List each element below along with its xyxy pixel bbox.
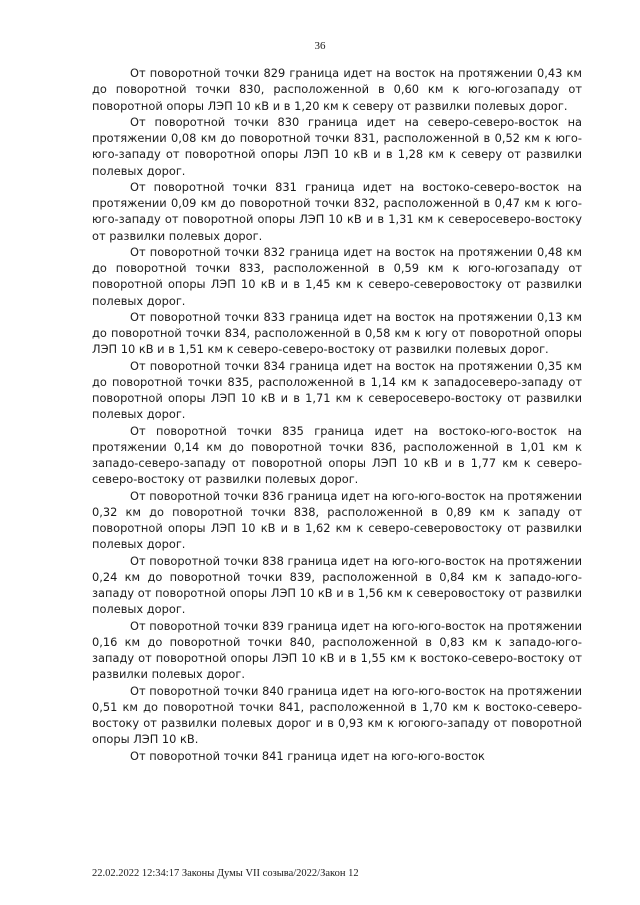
paragraph: От поворотной точки 832 граница идет на восток на протяжении 0,48 км до поворотной точки 833, расположенной в 0,59 км к юго-югозападу от поворотной опоры ЛЭП 10 кВ и в 1,45 км к северо-северовостоку от развилки полевых дорог. bbox=[92, 244, 582, 308]
page-number: 36 bbox=[314, 40, 326, 52]
paragraph: От поворотной точки 838 граница идет на юго-юго-восток на протяжении 0,24 км до поворотной точки 839, расположенной в 0,84 км к западо-юго-западу от поворотной опоры ЛЭП 10 кВ и в 1,56 км к северовостоку от развилки полевых дорог. bbox=[92, 553, 582, 617]
paragraph: От поворотной точки 833 граница идет на восток на протяжении 0,13 км до поворотной точки 834, расположенной в 0,58 км к югу от поворотной опоры ЛЭП 10 кВ и в 1,51 км к северо-северо-востоку от развилки полевых дорог. bbox=[92, 309, 582, 357]
paragraph: От поворотной точки 835 граница идет на востоко-юго-восток на протяжении 0,14 км до поворотной точки 836, расположенной в 1,01 км к западо-северо-западу от поворотной опоры ЛЭП 10 кВ и в 1,77 км к северо-северо-востоку от развилки полевых дорог. bbox=[92, 423, 582, 487]
paragraph: От поворотной точки 834 граница идет на восток на протяжении 0,35 км до поворотной точки 835, расположенной в 1,14 км к западосеверо-западу от поворотной опоры ЛЭП 10 кВ и в 1,71 км к северосеверо-востоку от развилки полевых дорог. bbox=[92, 358, 582, 422]
document-body bbox=[92, 65, 582, 764]
paragraph: От поворотной точки 829 граница идет на восток на протяжении 0,43 км до поворотной точки 830, расположенной в 0,60 км к юго-югозападу от поворотной опоры ЛЭП 10 кВ и в 1,20 км к северу от развилки полевых дорог. bbox=[92, 66, 582, 113]
paragraph: От поворотной точки 830 граница идет на северо-северо-восток на протяжении 0,08 км до поворотной точки 831, расположенной в 0,52 км к юго-юго-западу от поворотной опоры ЛЭП 10 кВ и в 1,28 км к северу от развилки полевых дорог. bbox=[92, 114, 582, 178]
paragraph: От поворотной точки 836 граница идет на юго-юго-восток на протяжении 0,32 км до поворотной точки 838, расположенной в 0,89 км к западу от поворотной опоры ЛЭП 10 кВ и в 1,62 км к северо-северовостоку от развилки полевых дорог. bbox=[92, 488, 582, 552]
paragraph: От поворотной точки 831 граница идет на востоко-северо-восток на протяжении 0,09 км до поворотной точки 832, расположенной в 0,47 км к юго-юго-западу от поворотной опоры ЛЭП 10 кВ и в 1,31 км к северосеверо-востоку от развилки полевых дорог. bbox=[92, 179, 582, 243]
footer-document-stamp: 22.02.2022 12:34:17 Законы Думы VII созыва/2022/Закон 12 bbox=[92, 868, 359, 879]
paragraph: От поворотной точки 840 граница идет на юго-юго-восток на протяжении 0,51 км до поворотной точки 841, расположенной в 1,70 км к востоко-северо-востоку от развилки полевых дорог и в 0,93 км к югоюго-западу от поворотной опоры ЛЭП 10 кВ. bbox=[92, 683, 582, 747]
paragraph: От поворотной точки 839 граница идет на юго-юго-восток на протяжении 0,16 км до поворотной точки 840, расположенной в 0,83 км к западо-юго-западу от поворотной опоры ЛЭП 10 кВ и в 1,55 км к востоко-северо-востоку от развилки полевых дорог. bbox=[92, 618, 582, 682]
paragraph: От поворотной точки 841 граница идет на юго-юго-восток bbox=[130, 748, 485, 763]
